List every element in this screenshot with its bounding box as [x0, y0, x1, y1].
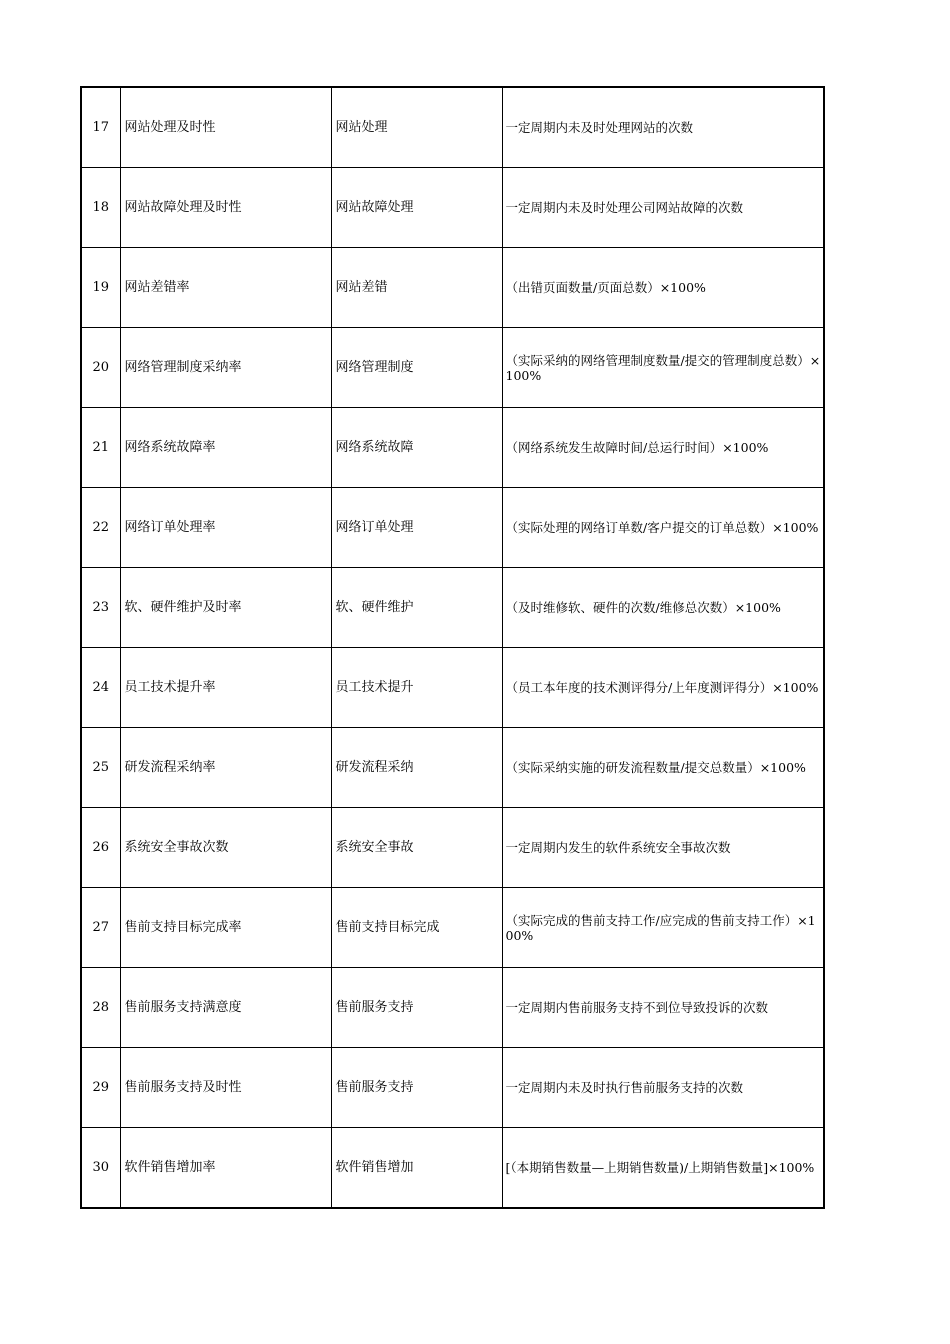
- assessment-item: 网络系统故障: [331, 408, 502, 488]
- indicator-name: 研发流程采纳率: [120, 728, 331, 808]
- assessment-item: 软件销售增加: [331, 1128, 502, 1209]
- assessment-item: 售前支持目标完成: [331, 888, 502, 968]
- calculation-formula: （实际采纳实施的研发流程数量/提交总数量）×100%: [502, 728, 824, 808]
- row-number: 30: [81, 1128, 120, 1209]
- row-number: 23: [81, 568, 120, 648]
- table-row: [81, 488, 824, 568]
- calculation-formula: 一定周期内发生的软件系统安全事故次数: [502, 808, 824, 888]
- table-row: [81, 408, 824, 488]
- calculation-formula: （实际处理的网络订单数/客户提交的订单总数）×100%: [502, 488, 824, 568]
- table-row: [81, 328, 824, 408]
- row-number: 21: [81, 408, 120, 488]
- indicator-name: 网站故障处理及时性: [120, 168, 331, 248]
- indicator-name: 软、硬件维护及时率: [120, 568, 331, 648]
- calculation-formula: 一定周期内售前服务支持不到位导致投诉的次数: [502, 968, 824, 1048]
- assessment-item: 网络订单处理: [331, 488, 502, 568]
- indicator-name: 员工技术提升率: [120, 648, 331, 728]
- row-number: 25: [81, 728, 120, 808]
- table-row: [81, 87, 824, 168]
- indicator-name: 网站处理及时性: [120, 87, 331, 168]
- calculation-formula: （网络系统发生故障时间/总运行时间）×100%: [502, 408, 824, 488]
- row-number: 20: [81, 328, 120, 408]
- calculation-formula: （实际完成的售前支持工作/应完成的售前支持工作）×100%: [502, 888, 824, 968]
- table-row: [81, 568, 824, 648]
- table-row: [81, 168, 824, 248]
- indicator-name: 软件销售增加率: [120, 1128, 331, 1209]
- assessment-item: 网站处理: [331, 87, 502, 168]
- indicator-name: 网络系统故障率: [120, 408, 331, 488]
- indicator-name: 网络管理制度采纳率: [120, 328, 331, 408]
- calculation-formula: （出错页面数量/页面总数）×100%: [502, 248, 824, 328]
- indicator-name: 售前支持目标完成率: [120, 888, 331, 968]
- table-row: [81, 648, 824, 728]
- assessment-item: 网站差错: [331, 248, 502, 328]
- kpi-table: [80, 86, 825, 1209]
- calculation-formula: （员工本年度的技术测评得分/上年度测评得分）×100%: [502, 648, 824, 728]
- indicator-name: 售前服务支持满意度: [120, 968, 331, 1048]
- table-row: [81, 808, 824, 888]
- row-number: 18: [81, 168, 120, 248]
- indicator-name: 网站差错率: [120, 248, 331, 328]
- indicator-name: 网络订单处理率: [120, 488, 331, 568]
- table-row: [81, 248, 824, 328]
- calculation-formula: 一定周期内未及时处理网站的次数: [502, 87, 824, 168]
- table-row: [81, 1048, 824, 1128]
- calculation-formula: [（本期销售数量—上期销售数量)/上期销售数量]×100%: [502, 1128, 824, 1209]
- row-number: 27: [81, 888, 120, 968]
- table-row: [81, 968, 824, 1048]
- row-number: 17: [81, 87, 120, 168]
- indicator-name: 售前服务支持及时性: [120, 1048, 331, 1128]
- row-number: 28: [81, 968, 120, 1048]
- table-row: [81, 728, 824, 808]
- assessment-item: 研发流程采纳: [331, 728, 502, 808]
- row-number: 26: [81, 808, 120, 888]
- assessment-item: 售前服务支持: [331, 1048, 502, 1128]
- indicator-name: 系统安全事故次数: [120, 808, 331, 888]
- row-number: 24: [81, 648, 120, 728]
- calculation-formula: 一定周期内未及时执行售前服务支持的次数: [502, 1048, 824, 1128]
- assessment-item: 售前服务支持: [331, 968, 502, 1048]
- assessment-item: 软、硬件维护: [331, 568, 502, 648]
- calculation-formula: （实际采纳的网络管理制度数量/提交的管理制度总数）×100%: [502, 328, 824, 408]
- row-number: 29: [81, 1048, 120, 1128]
- table-row: [81, 1128, 824, 1209]
- calculation-formula: （及时维修软、硬件的次数/维修总次数）×100%: [502, 568, 824, 648]
- assessment-item: 系统安全事故: [331, 808, 502, 888]
- assessment-item: 员工技术提升: [331, 648, 502, 728]
- assessment-item: 网站故障处理: [331, 168, 502, 248]
- table-row: [81, 888, 824, 968]
- calculation-formula: 一定周期内未及时处理公司网站故障的次数: [502, 168, 824, 248]
- row-number: 22: [81, 488, 120, 568]
- row-number: 19: [81, 248, 120, 328]
- assessment-item: 网络管理制度: [331, 328, 502, 408]
